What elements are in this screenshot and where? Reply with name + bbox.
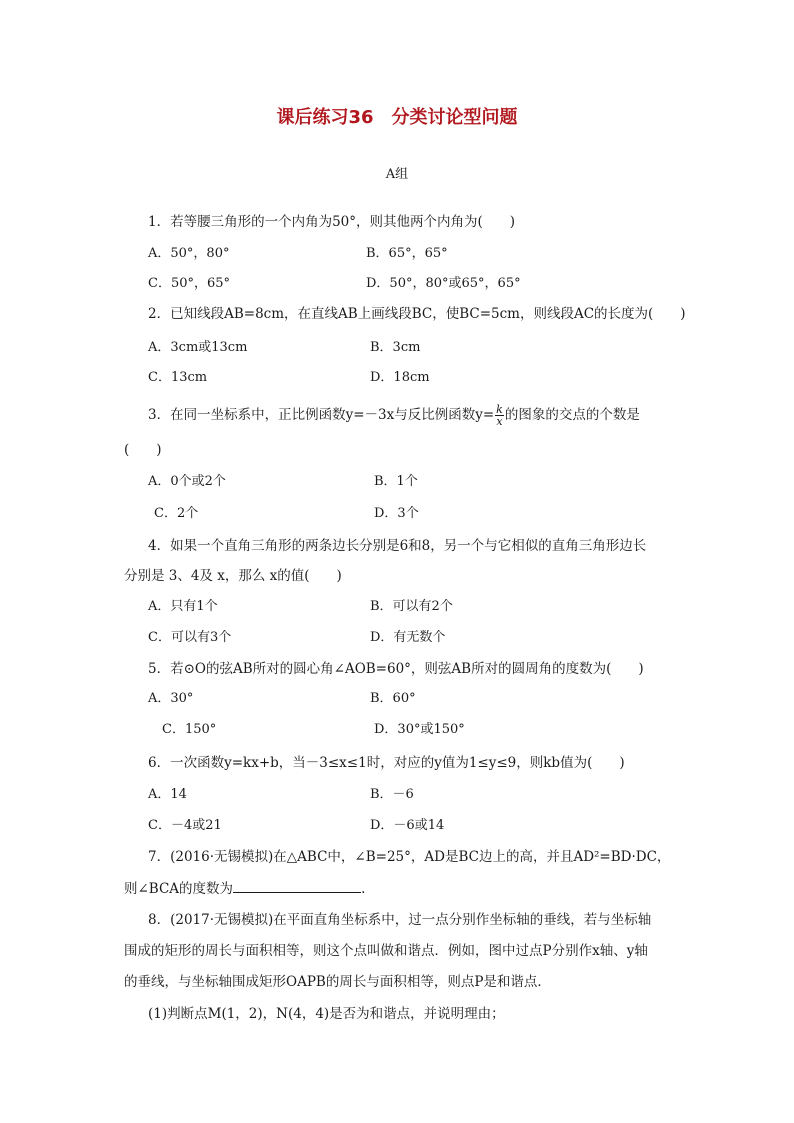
question-2-option-c: C．13cm [148, 370, 208, 385]
question-6-option-c: C．－4或21 [148, 818, 222, 833]
question-3-stem-start: 3．在同一坐标系中，正比例函数y=－3x与反比例函数y= [148, 407, 495, 423]
question-4-option-c: C．可以有3个 [148, 630, 232, 645]
group-heading: A组 [385, 167, 409, 182]
question-3-option-d: D．3个 [374, 506, 419, 521]
fraction-numerator: k [496, 403, 503, 416]
question-1-option-b: B．65°，65° [366, 246, 448, 261]
question-4-option-b: B．可以有2个 [370, 599, 453, 614]
question-7-period: . [361, 881, 366, 897]
question-8-stem-line-2: 围成的矩形的周长与面积相等，则这个点叫做和谐点．例如，图中过点P分别作x轴、y轴 [124, 943, 648, 959]
question-7-stem-line-2 [124, 878, 365, 898]
question-3-option-a: A．0个或2个 [148, 474, 226, 489]
question-1-stem: 1．若等腰三角形的一个内角为50°，则其他两个内角为( ) [148, 214, 516, 230]
fraction-k-over-x [495, 404, 504, 427]
question-1-option-a: A．50°，80° [148, 246, 230, 261]
question-3-option-b: B．1个 [374, 474, 418, 489]
question-8-stem-line-1: 8．(2017·无锡模拟)在平面直角坐标系中，过一点分别作坐标轴的垂线，若与坐标轴 [148, 912, 652, 928]
question-3-stem [148, 404, 640, 427]
page-title: 课后练习36 分类讨论型问题 [276, 107, 518, 128]
question-7-stem-text: 则∠BCA的度数为 [124, 881, 234, 897]
question-2-stem: 2．已知线段AB=8cm，在直线AB上画线段BC，使BC=5cm，则线段AC的长度为( ) [148, 306, 686, 322]
question-8-part-1: (1)判断点M(1，2)，N(4，4)是否为和谐点，并说明理由； [148, 1006, 505, 1022]
question-3-stem-end: 的图象的交点的个数是 [504, 407, 640, 423]
answer-blank[interactable] [233, 878, 361, 893]
question-3-answer-paren: ( ) [124, 442, 162, 458]
question-1-option-c: C．50°，65° [148, 276, 231, 291]
question-4-stem-line-1: 4．如果一个直角三角形的两条边长分别是6和8，另一个与它相似的直角三角形边长 [148, 538, 647, 554]
question-1-option-d: D．50°，80°或65°，65° [366, 276, 521, 291]
question-2-option-b: B．3cm [370, 340, 421, 355]
question-7-stem-line-1: 7．(2016·无锡模拟)在△ABC中，∠B=25°，AD是BC边上的高，并且AD²=BD·DC， [148, 849, 671, 865]
question-5-stem: 5．若⊙O的弦AB所对的圆心角∠AOB=60°，则弦AB所对的圆周角的度数为( ) [148, 661, 644, 677]
question-2-option-a: A．3cm或13cm [148, 340, 248, 355]
question-5-option-b: B．60° [370, 691, 416, 706]
question-6-option-a: A．14 [148, 787, 187, 802]
question-8-stem-line-3: 的垂线，与坐标轴围成矩形OAPB的周长与面积相等，则点P是和谐点． [124, 974, 551, 990]
question-4-stem-line-2: 分别是 3、4及 x，那么 x的值( ) [124, 568, 342, 584]
question-2-option-d: D．18cm [370, 370, 430, 385]
question-4-option-d: D．有无数个 [370, 630, 446, 645]
question-6-option-d: D．－6或14 [370, 818, 445, 833]
question-6-stem: 6．一次函数y=kx+b，当－3≤x≤1时，对应的y值为1≤y≤9，则kb值为( ) [148, 755, 625, 771]
question-5-option-d: D．30°或150° [374, 722, 465, 737]
question-5-option-c: C．150° [162, 722, 217, 737]
question-5-option-a: A．30° [148, 691, 194, 706]
question-6-option-b: B．－6 [370, 787, 414, 802]
question-4-option-a: A．只有1个 [148, 599, 218, 614]
fraction-denominator: x [496, 415, 503, 428]
question-3-option-c: C．2个 [154, 506, 199, 521]
